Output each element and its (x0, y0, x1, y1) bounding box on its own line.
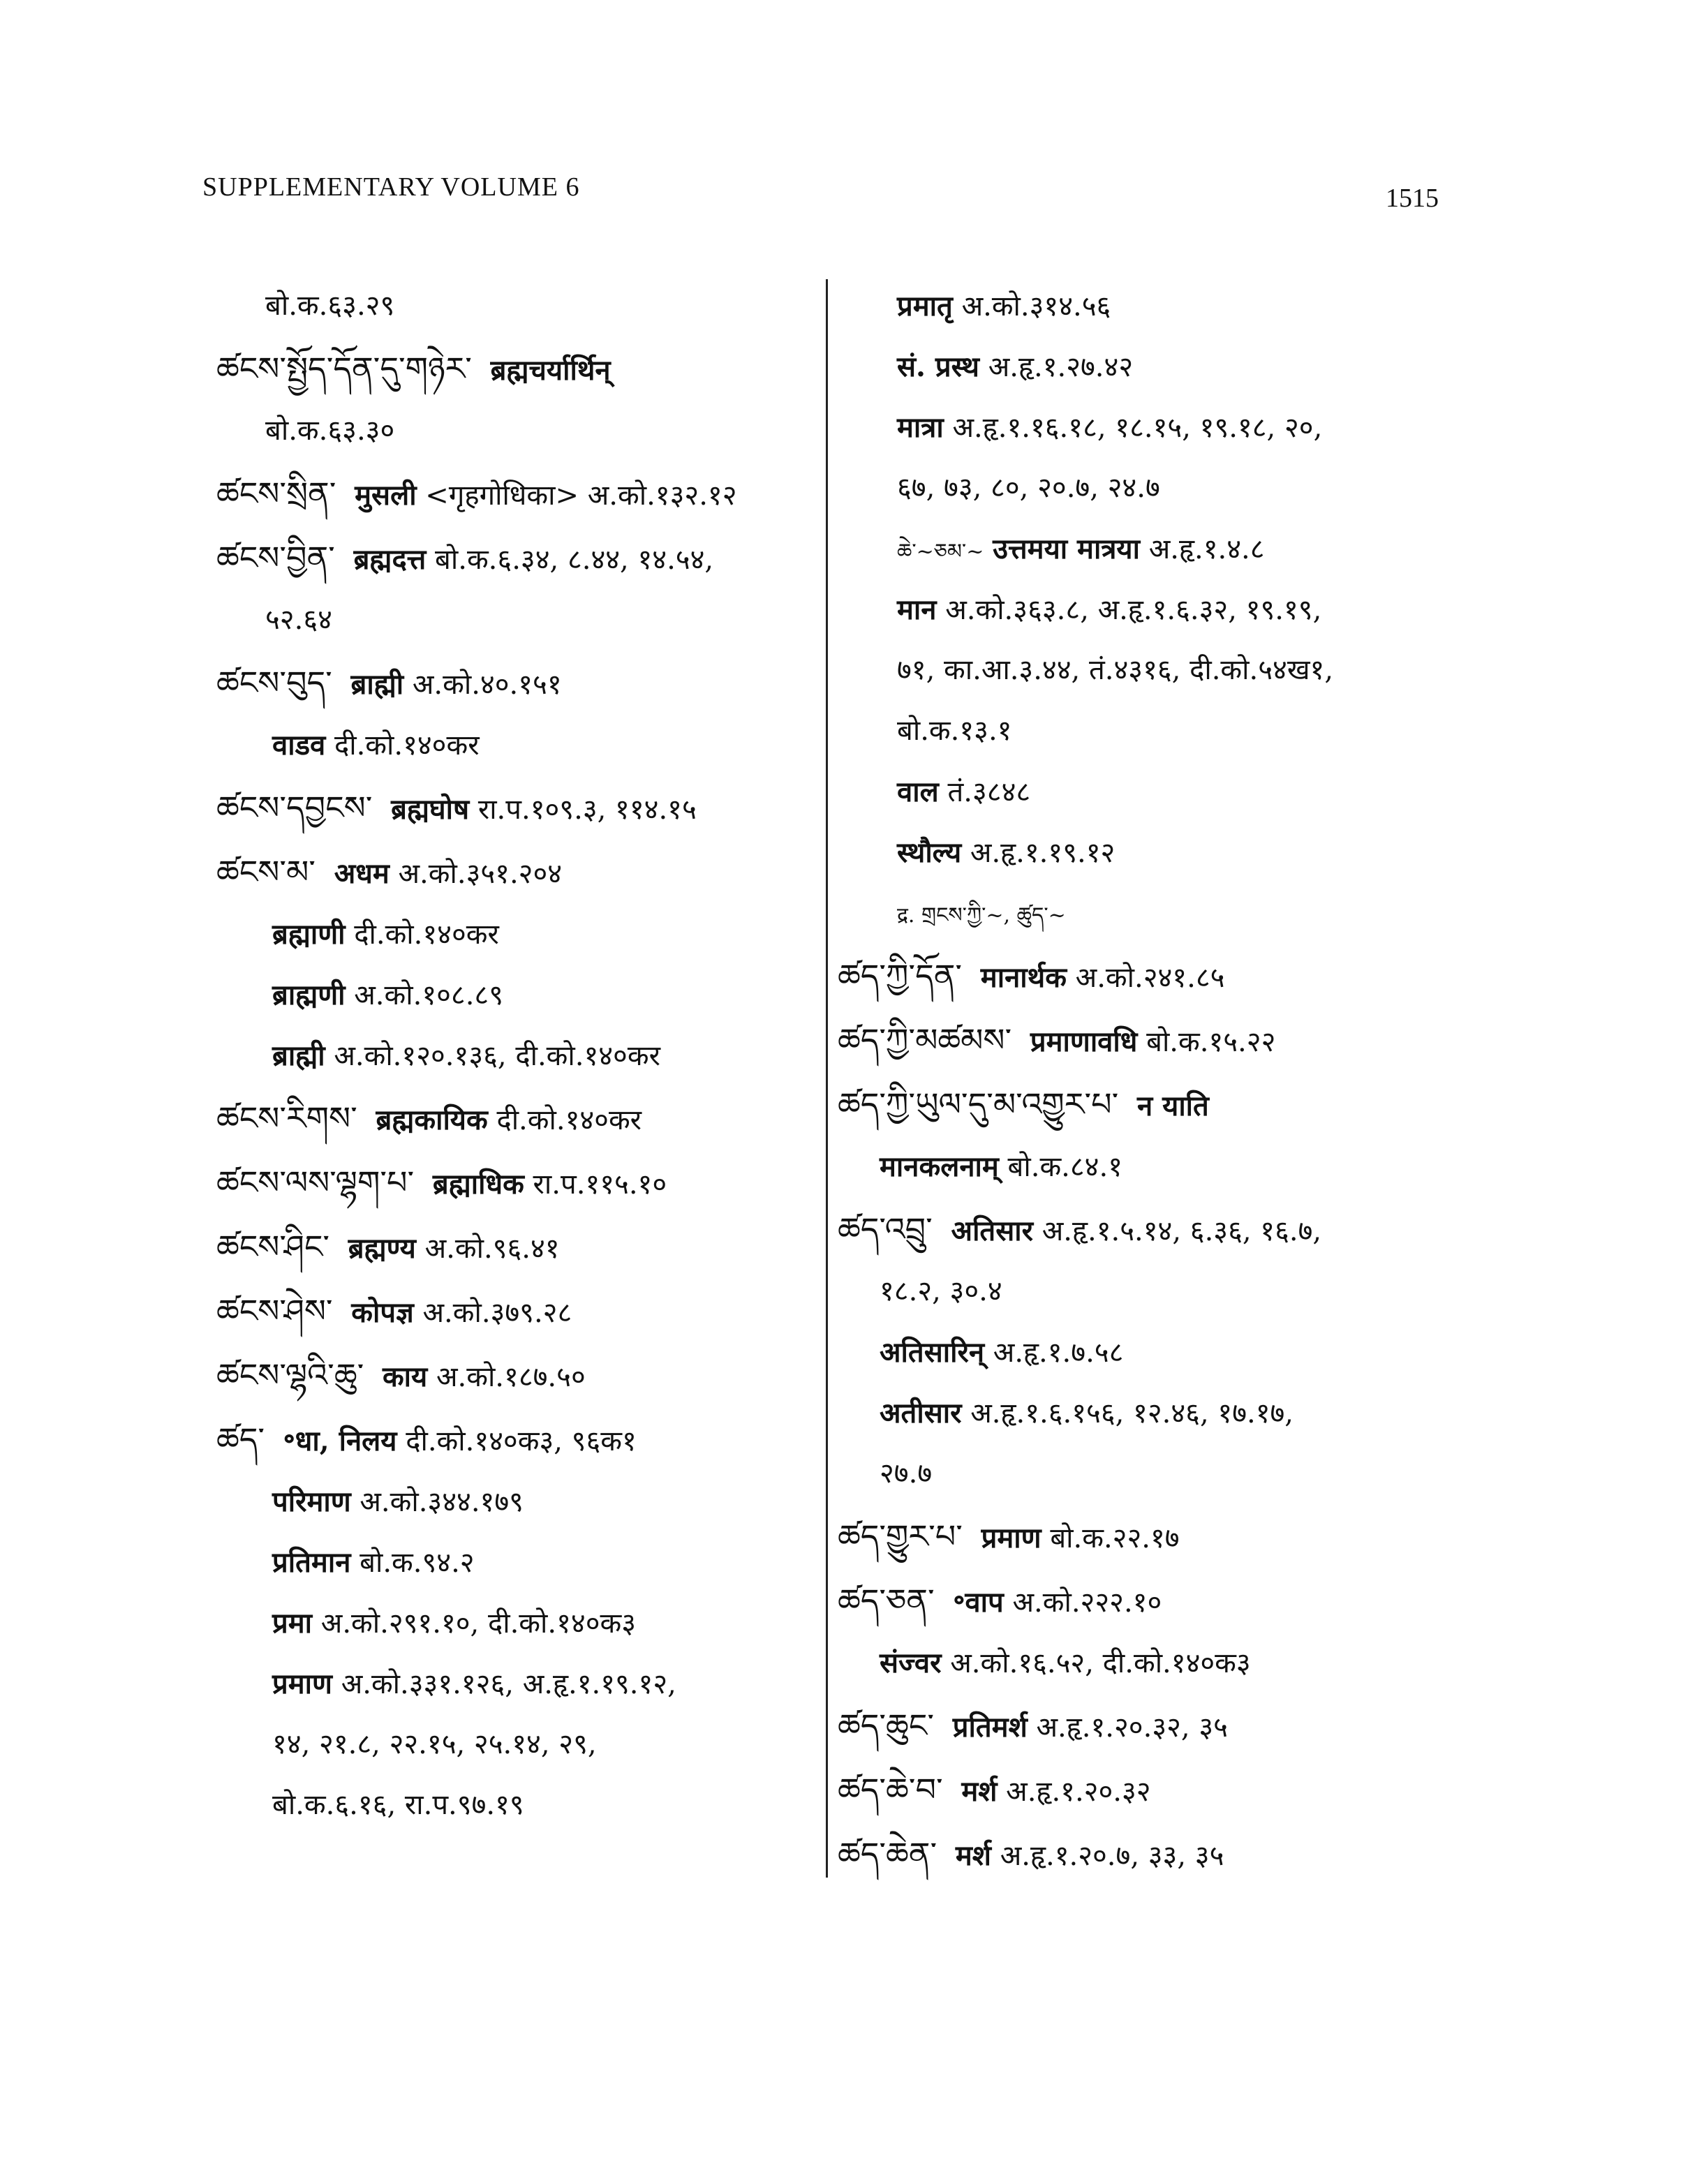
entry-line (838, 762, 1480, 822)
entry-line (216, 590, 817, 651)
page-number: 1515 (1386, 184, 1439, 213)
entry-line (838, 1693, 1480, 1758)
source-reference: दी.को.१४०क३, ९६क१ (406, 1425, 637, 1457)
entry-line (216, 1593, 817, 1654)
sanskrit-term: काय (382, 1360, 428, 1393)
sanskrit-term: मानार्थक (980, 961, 1067, 994)
sanskrit-term: ब्रह्माणी (272, 918, 346, 951)
source-reference: अ.को.३४४.१७९ (360, 1486, 524, 1518)
sanskrit-term: कोपज्ञ (351, 1296, 414, 1329)
entry-line (216, 1214, 817, 1279)
source-reference: बो.क.६.३४, ८.४४, १४.५४, (435, 544, 714, 576)
entry-line (838, 579, 1480, 640)
source-reference: अ.को.३६३.८, अ.हृ.१.६.३२, १९.१९, (945, 594, 1322, 626)
source-reference: बो.क.९४.२ (360, 1547, 475, 1579)
source-reference: अ.को.९६.४१ (424, 1233, 560, 1265)
sanskrit-term: ब्रह्माधिक (432, 1168, 524, 1201)
sanskrit-term: मर्श (961, 1775, 998, 1808)
column-divider (826, 279, 828, 1878)
tibetan-headword: ཚད་ཆེ་བ་ (838, 1771, 943, 1808)
source-reference: बो.क.६३.२९ (265, 290, 395, 322)
sanskrit-term: प्रमा (272, 1607, 313, 1640)
entry-line (216, 1654, 817, 1714)
source-reference: २७.७ (880, 1457, 933, 1490)
entry-line (838, 1443, 1480, 1504)
entry-line (838, 458, 1480, 519)
source-reference: बो.क.६.१६, रा.प.९७.१९ (272, 1789, 524, 1821)
entry-line (838, 640, 1480, 701)
tibetan-headword: ཚད་ཆེན་ (838, 1835, 937, 1873)
source-reference: <गृहगोधिका> अ.को.१३२.१२ (425, 480, 737, 512)
tibetan-headword: ཚད་ཀྱི་དོན་ (838, 957, 963, 995)
entry-line (216, 1407, 817, 1471)
entry-line (216, 526, 817, 590)
cross-reference-note: ཆེ་~ཅམ་~ (897, 540, 984, 564)
sanskrit-term: परिमाण (272, 1485, 351, 1518)
entry-line (838, 883, 1480, 944)
source-reference: अ.को.४०.१५१ (412, 669, 562, 701)
tibetan-headword: ཚངས་ཤིང་ (216, 1228, 330, 1265)
sanskrit-term: सं. प्रस्थ (897, 350, 979, 383)
source-reference: अ.को.१६.५२, दी.को.१४०क३ (950, 1647, 1251, 1679)
source-reference: ७१, का.आ.३.४४, तं.४३१६, दी.को.५४ख१, (897, 654, 1334, 686)
sanskrit-term: अतीसार (880, 1397, 962, 1429)
source-reference: बो.क.१३.१ (897, 715, 1012, 747)
sanskrit-term: प्रमाण (981, 1522, 1042, 1554)
sanskrit-term: वाडव (272, 729, 326, 762)
entry-line (838, 1504, 1480, 1568)
entry-line (216, 1086, 817, 1150)
entry-line (838, 1568, 1480, 1633)
source-reference: अ.को.२९१.१०, दी.को.१४०क३ (320, 1607, 637, 1640)
sanskrit-term: प्रमाणावधि (1030, 1025, 1138, 1058)
tibetan-headword: ཚད་འབྲུ་ (838, 1210, 933, 1248)
entry-line (838, 944, 1480, 1008)
entry-line (838, 336, 1480, 397)
tibetan-headword: ཚད་གྱུར་པ་ (838, 1517, 963, 1555)
entry-line (838, 276, 1480, 336)
source-reference: अ.को.१८७.५० (436, 1361, 586, 1393)
entry-line (216, 1532, 817, 1593)
entry-line (838, 1136, 1480, 1197)
entry-line (216, 336, 817, 401)
source-reference: बो.क.६३.३० (265, 415, 395, 447)
entry-line (216, 276, 817, 336)
entry-line (838, 519, 1480, 579)
sanskrit-term: ॰वाप (953, 1586, 1004, 1619)
source-reference: १४, २१.८, २२.१५, २५.१४, २९, (272, 1728, 597, 1760)
sanskrit-term: अतिसार (951, 1214, 1033, 1247)
tibetan-headword: ཚངས་བུད་ (216, 664, 332, 701)
tibetan-headword: ཚངས་སྤྱོད་དོན་དུ་གཉེར་ (216, 350, 472, 387)
source-reference: १८.२, ३०.४ (880, 1275, 1002, 1307)
sanskrit-term: मर्श (955, 1839, 991, 1872)
entry-line (216, 1150, 817, 1214)
source-reference: रा.प.१०९.३, ११४.१५ (477, 794, 697, 826)
sanskrit-term: ब्रह्मण्य (348, 1232, 416, 1265)
sanskrit-term: वाल (897, 775, 939, 808)
source-reference: अ.को.३३१.१२६, अ.हृ.१.१९.१२, (341, 1668, 676, 1700)
sanskrit-term: अधम (334, 857, 390, 890)
entry-line (838, 1197, 1480, 1261)
cross-reference-note: द्र. གྲངས་ཀྱི་~, ཚུད་~ (897, 903, 1066, 928)
entry-line (838, 1633, 1480, 1693)
source-reference: अ.को.१०८.८९ (354, 979, 504, 1011)
source-reference: अ.हृ.१.२०.३२ (1006, 1776, 1151, 1808)
entry-line (838, 1383, 1480, 1443)
sanskrit-term: ब्राह्मी (272, 1039, 325, 1072)
source-reference: अ.हृ.१.७.५८ (993, 1337, 1124, 1369)
sanskrit-term: प्रतिमर्श (952, 1711, 1028, 1744)
entry-line (216, 965, 817, 1025)
sanskrit-term: ॰धा, निलय (283, 1425, 397, 1457)
entry-line (838, 397, 1480, 458)
source-reference: तं.३८४८ (947, 776, 1031, 808)
sanskrit-term: ब्रह्मघोष (391, 793, 470, 826)
entry-line (838, 1072, 1480, 1136)
source-reference: अ.हृ.१.५.१४, ६.३६, १६.७, (1042, 1215, 1322, 1247)
source-reference: अ.हृ.१.२७.४२ (988, 351, 1134, 383)
entry-line (216, 1775, 817, 1836)
sanskrit-term: प्रमाण (272, 1667, 332, 1700)
right-column (838, 276, 1480, 1886)
source-reference: रा.प.११५.१० (533, 1168, 667, 1201)
entry-line (216, 840, 817, 904)
entry-line (838, 1758, 1480, 1822)
entry-line (216, 904, 817, 965)
sanskrit-term: ब्राह्मणी (272, 979, 346, 1011)
entry-line (838, 701, 1480, 762)
sanskrit-term: न याति (1137, 1090, 1209, 1122)
entry-line (216, 715, 817, 775)
source-reference: अ.हृ.१.२०.३२, ३५ (1036, 1711, 1228, 1744)
tibetan-headword: ཚད་ཅན་ (838, 1582, 935, 1619)
tibetan-headword: ཚངས་ལས་ལྷག་པ་ (216, 1164, 415, 1201)
entry-line (838, 822, 1480, 883)
tibetan-headword: ཚངས་དབྱངས་ (216, 789, 373, 826)
sanskrit-term: प्रमातृ (897, 290, 953, 322)
sanskrit-term: ब्रह्मकायिक (376, 1104, 488, 1136)
source-reference: दी.को.१४०कर (496, 1104, 642, 1136)
left-column (216, 276, 817, 1836)
entry-line (216, 401, 817, 461)
source-reference: अ.हृ.१.६.१५६, १२.४६, १७.१७, (970, 1397, 1294, 1429)
entry-line (216, 1025, 817, 1086)
source-reference: अ.को.२२२.१० (1012, 1587, 1162, 1619)
tibetan-headword: ཚད་ཀྱི་ཡུལ་དུ་མ་འགྱུར་པ་ (838, 1085, 1119, 1123)
tibetan-headword: ཚངས་སྲིན་ (216, 475, 336, 512)
source-reference: ५२.६४ (265, 604, 332, 636)
sanskrit-term: मानकलनाम् (880, 1150, 999, 1183)
source-reference: बो.क.२२.१७ (1050, 1522, 1180, 1554)
sanskrit-term: ब्राह्मी (350, 668, 404, 701)
entry-line (216, 775, 817, 840)
source-reference: ६७, ७३, ८०, २०.७, २४.७ (897, 472, 1160, 504)
entry-line (216, 1279, 817, 1343)
sanskrit-term: स्थौल्य (897, 836, 962, 869)
entry-line (216, 1714, 817, 1775)
source-reference: अ.को.३१४.५६ (961, 290, 1111, 322)
tibetan-headword: ཚངས་མ་ (216, 853, 316, 891)
sanskrit-term: मुसली (355, 479, 417, 512)
entry-line (838, 1008, 1480, 1072)
source-reference: अ.को.३५१.२०४ (398, 858, 563, 890)
entry-line (838, 1322, 1480, 1383)
source-reference: दी.को.१४०कर (354, 919, 499, 951)
source-reference: बो.क.१५.२२ (1146, 1026, 1276, 1058)
tibetan-headword: ཚད་ (216, 1420, 265, 1458)
tibetan-headword: ཚད་ཆུང་ (838, 1707, 935, 1744)
entry-line (216, 461, 817, 526)
entry-line (216, 1343, 817, 1407)
running-header: SUPPLEMENTARY VOLUME 6 (202, 172, 580, 202)
entry-line (216, 651, 817, 715)
sanskrit-term: प्रतिमान (272, 1546, 351, 1579)
tibetan-headword: ཚངས་རིགས་ (216, 1099, 357, 1137)
source-reference: अ.हृ.१.१६.१८, १८.१५, १९.१८, २०, (952, 412, 1323, 444)
tibetan-headword: ཚངས་ལྷའི་ཆུ་ (216, 1356, 364, 1394)
entry-line (216, 1471, 817, 1532)
sanskrit-term: संज्वर (880, 1647, 942, 1679)
tibetan-headword: ཚད་ཀྱི་མཚམས་ (838, 1021, 1012, 1059)
sanskrit-term: ब्रह्मचर्यार्थिन् (490, 354, 611, 387)
source-reference: बो.क.८४.१ (1007, 1151, 1122, 1183)
source-reference: अ.को.१२०.१३६, दी.को.१४०कर (334, 1040, 660, 1072)
source-reference: अ.को.३७९.२८ (422, 1297, 572, 1329)
tibetan-headword: ཚངས་ཤེས་ (216, 1292, 333, 1330)
sanskrit-term: मात्रा (897, 411, 944, 444)
source-reference: दी.को.१४०कर (334, 729, 480, 762)
sanskrit-term: उत्तमया मात्रया (993, 533, 1140, 565)
sanskrit-term: ब्रह्मदत्त (353, 543, 427, 576)
source-reference: अ.हृ.१.२०.७, ३३, ३५ (1000, 1840, 1224, 1872)
entry-line (838, 1822, 1480, 1886)
source-reference: अ.हृ.१.४.८ (1148, 533, 1265, 565)
sanskrit-term: मान (897, 593, 937, 626)
tibetan-headword: ཚངས་བྱིན་ (216, 539, 335, 577)
sanskrit-term: अतिसारिन् (880, 1336, 985, 1369)
source-reference: अ.को.२४१.८५ (1075, 962, 1225, 994)
entry-line (838, 1261, 1480, 1322)
source-reference: अ.हृ.१.१९.१२ (970, 837, 1115, 869)
